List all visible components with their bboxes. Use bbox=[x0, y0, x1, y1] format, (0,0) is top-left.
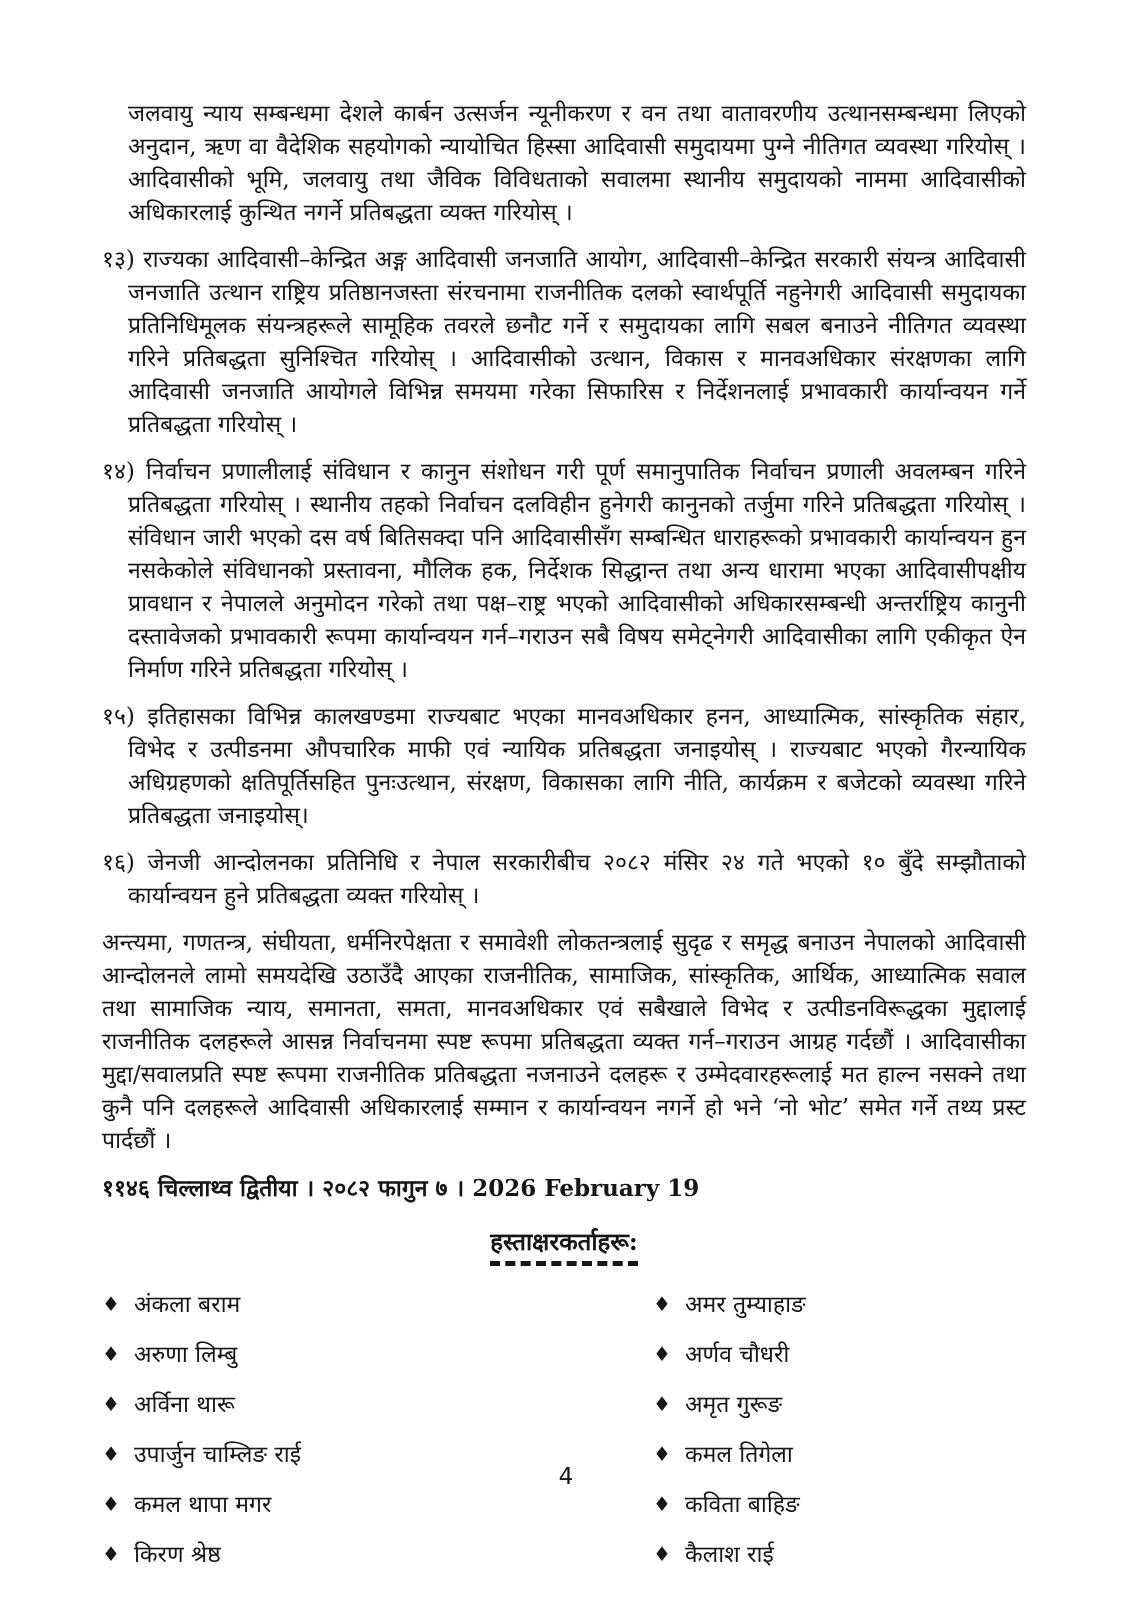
signatory-name: अमर तुम्याहाङ bbox=[684, 1292, 806, 1318]
signatory-item bbox=[653, 1540, 1026, 1570]
signatory-name: अरुणा लिम्बु bbox=[133, 1342, 238, 1368]
diamond-bullet-icon: ♦ bbox=[102, 1392, 120, 1416]
diamond-bullet-icon: ♦ bbox=[653, 1542, 671, 1566]
page-number: 4 bbox=[558, 1464, 574, 1490]
item-text: राज्यका आदिवासी–केन्द्रित अङ्ग आदिवासी जनजाति आयोग, आदिवासी–केन्द्रित सरकारी संयन्त्र आदिवासी जनजाति उत्थान राष्ट्रिय प्रतिष्ठानजस्ता संरचनामा राजनीतिक दलको स्वार्थपूर्ति नहुनेगरी आदिवासी समुदायका प्रतिनिधिमूलक संयन्त्रहरूले सामूहिक तवरले छनौट गर्ने र समुदायका लागि सबल बनाउने नीतिगत व्यवस्था गरिने प्रतिबद्धता सुनिश्चित गरियोस् । आदिवासीको उत्थान, विकास र मानवअधिकार संरक्षणका लागि आदिवासी जनजाति आयोगले विभिन्न समयमा गरेका सिफारिस र निर्देशनलाई प्रभावकारी कार्यान्वयन गर्ने प्रतिबद्धता गरियोस् । bbox=[128, 247, 1027, 438]
signatory-name: अर्णव चौधरी bbox=[684, 1342, 790, 1368]
signatory-name: कमल तिगेला bbox=[684, 1442, 793, 1468]
list-item-13 bbox=[102, 244, 1026, 442]
signatories-left-column bbox=[102, 1290, 653, 1590]
signatories-heading-wrap bbox=[102, 1225, 1026, 1266]
signatory-item bbox=[102, 1490, 653, 1520]
diamond-bullet-icon: ♦ bbox=[653, 1342, 671, 1366]
signatory-name: उपार्जुन चाम्लिङ राई bbox=[133, 1442, 302, 1468]
paragraph-continuation: जलवायु न्याय सम्बन्धमा देशले कार्बन उत्सर्जन न्यूनीकरण र वन तथा वातावरणीय उत्थानसम्बन्धमा लिएको अनुदान, ऋण वा वैदेशिक सहयोगको न्यायोचित हिस्सा आदिवासी समुदायमा पुग्ने नीतिगत व्यवस्था गरियोस् । आदिवासीको भूमि, जलवायु तथा जैविक विविधताको सवालमा स्थानीय समुदायको नाममा आदिवासीको अधिकारलाई कुन्थित नगर्ने प्रतिबद्धता व्यक्त गरियोस् । bbox=[128, 101, 1026, 226]
signatory-item bbox=[102, 1290, 653, 1320]
date-line: ११४६ चिल्लाथ्व द्वितीया । २०८२ फागुन ७ । 2026 February 19 bbox=[102, 1175, 700, 1202]
signatory-item bbox=[102, 1390, 653, 1420]
diamond-bullet-icon: ♦ bbox=[102, 1492, 120, 1516]
signatory-item bbox=[102, 1540, 653, 1570]
list-item-15 bbox=[102, 701, 1026, 833]
diamond-bullet-icon: ♦ bbox=[102, 1442, 120, 1466]
signatory-item bbox=[653, 1290, 1026, 1320]
diamond-bullet-icon: ♦ bbox=[653, 1392, 671, 1416]
item-text: जेनजी आन्दोलनका प्रतिनिधि र नेपाल सरकारीबीच २०८२ मंसिर २४ गते भएको १० बुँदे सम्झौताको कार्यान्वयन हुने प्रतिबद्धता व्यक्त गरियोस् । bbox=[128, 850, 1027, 909]
diamond-bullet-icon: ♦ bbox=[653, 1292, 671, 1316]
signatory-name: कमल थापा मगर bbox=[133, 1492, 272, 1518]
item-number: १५) bbox=[102, 704, 135, 730]
signatories-columns bbox=[102, 1290, 1026, 1590]
diamond-bullet-icon: ♦ bbox=[102, 1292, 120, 1316]
signatory-name: कैलाश राई bbox=[684, 1542, 774, 1568]
diamond-bullet-icon: ♦ bbox=[653, 1492, 671, 1516]
diamond-bullet-icon: ♦ bbox=[653, 1442, 671, 1466]
signatory-name: अंकला बराम bbox=[133, 1292, 241, 1318]
item-number: १३) bbox=[102, 247, 135, 273]
list-item-14 bbox=[102, 456, 1026, 687]
item-number: १४) bbox=[102, 459, 135, 485]
signatory-item bbox=[653, 1390, 1026, 1420]
list-item-16 bbox=[102, 847, 1026, 913]
closing-paragraph: अन्त्यमा, गणतन्त्र, संघीयता, धर्मनिरपेक्षता र समावेशी लोकतन्त्रलाई सुदृढ र समृद्ध बनाउन नेपालको आदिवासी आन्दोलनले लामो समयदेखि उठाउँदै आएका राजनीतिक, सामाजिक, सांस्कृतिक, आर्थिक, आध्यात्मिक सवाल तथा सामाजिक न्याय, समानता, समता, मानवअधिकार एवं सबैखाले विभेद र उत्पीडनविरूद्धका मुद्दालाई राजनीतिक दलहरूले आसन्न निर्वाचनमा स्पष्ट रूपमा प्रतिबद्धता व्यक्त गर्न–गराउन आग्रह गर्दछौं । आदिवासीका मुद्दा/सवालप्रति स्पष्ट रूपमा राजनीतिक प्रतिबद्धता नजनाउने दलहरू र उम्मेदवारहरूलाई मत हाल्न नसक्ने तथा कुनै पनि दलहरूले आदिवासी अधिकारलाई सम्मान र कार्यान्वयन नगर्ने हो भने ‘नो भोट’ समेत गर्ने तथ्य प्रस्ट पार्दछौं । bbox=[102, 930, 1026, 1154]
signatory-item bbox=[102, 1340, 653, 1370]
signatory-name: अमृत गुरूङ bbox=[684, 1392, 783, 1418]
signatory-item bbox=[653, 1490, 1026, 1520]
item-number: १६) bbox=[102, 850, 135, 876]
signatory-name: किरण श्रेष्ठ bbox=[133, 1542, 221, 1568]
item-text: निर्वाचन प्रणालीलाई संविधान र कानुन संशोधन गरी पूर्ण समानुपातिक निर्वाचन प्रणाली अवलम्बन गरिने प्रतिबद्धता गरियोस् । स्थानीय तहको निर्वाचन दलविहीन हुनेगरी कानुनको तर्जुमा गरिने प्रतिबद्धता गरियोस् । संविधान जारी भएको दस वर्ष बितिसक्दा पनि आदिवासीसँग सम्बन्धित धाराहरूको प्रभावकारी कार्यान्वयन हुन नसकेकोले संविधानको प्रस्तावना, मौलिक हक, निर्देशक सिद्धान्त तथा अन्य धारामा भएका आदिवासीपक्षीय प्रावधान र नेपालले अनुमोदन गरेको तथा पक्ष–राष्ट्र भएको आदिवासीको अधिकारसम्बन्धी अन्तर्राष्ट्रिय कानुनी दस्तावेजको प्रभावकारी रूपमा कार्यान्वयन गर्न–गराउन सबै विषय समेट्नेगरी आदिवासीका लागि एकीकृत ऐन निर्माण गरिने प्रतिबद्धता गरियोस् । bbox=[128, 459, 1026, 683]
signatory-name: अर्विना थारू bbox=[133, 1392, 235, 1418]
item-text: इतिहासका विभिन्न कालखण्डमा राज्यबाट भएका मानवअधिकार हनन, आध्यात्मिक, सांस्कृतिक संहार, विभेद र उत्पीडनमा औपचारिक माफी एवं न्यायिक प्रतिबद्धता जनाइयोस् । राज्यबाट भएको गैरन्यायिक अधिग्रहणको क्षतिपूर्तिसहित पुनःउत्थान, संरक्षण, विकासका लागि नीति, कार्यक्रम र बजेटको व्यवस्था गरिने प्रतिबद्धता जनाइयोस्। bbox=[128, 704, 1027, 829]
signatory-name: कविता बाहिङ bbox=[684, 1492, 800, 1518]
diamond-bullet-icon: ♦ bbox=[102, 1342, 120, 1366]
diamond-bullet-icon: ♦ bbox=[102, 1542, 120, 1566]
signatories-right-column bbox=[653, 1290, 1026, 1590]
signatory-item bbox=[653, 1340, 1026, 1370]
signatories-heading: हस्ताक्षरकर्ताहरू: bbox=[490, 1225, 638, 1266]
